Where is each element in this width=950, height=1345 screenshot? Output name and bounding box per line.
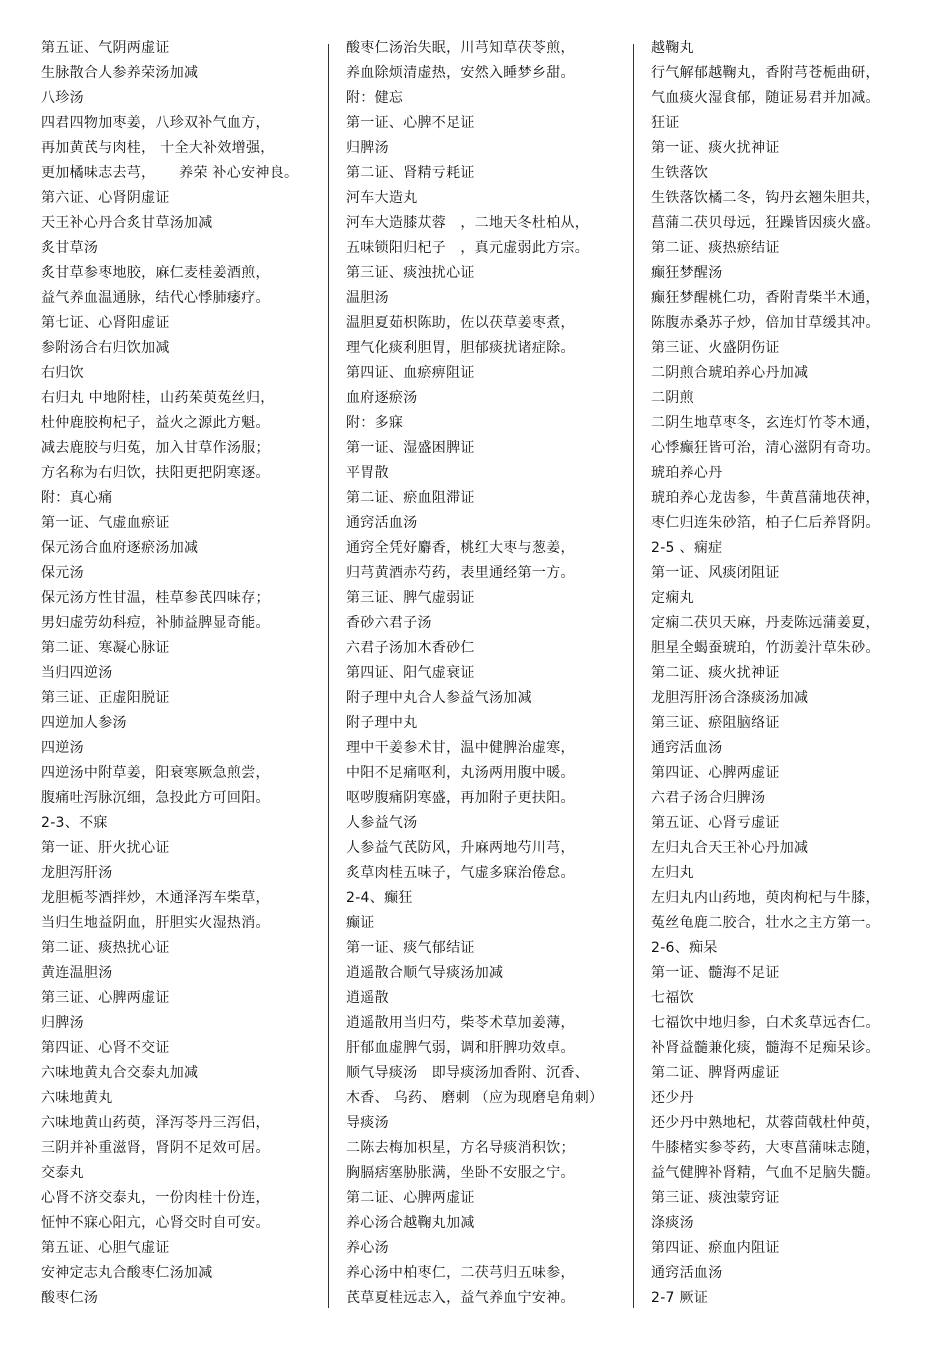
text-line: 第四证、阳气虚衰证 xyxy=(346,665,475,681)
column-divider-right xyxy=(633,44,634,1308)
text-line: 二阴生地草枣冬，玄连灯竹苓木通， xyxy=(651,415,880,431)
text-line: 平胃散 xyxy=(346,465,389,481)
text-line: 琥珀养心龙齿参，牛黄菖蒲地茯神， xyxy=(651,490,880,506)
text-line: 益气健脾补肾精，气血不足脑失髓。 xyxy=(651,1165,880,1181)
text-line: 癫狂梦醒汤 xyxy=(651,265,723,281)
text-line: 2-6、痴呆 xyxy=(651,940,718,956)
text-line: 四逆汤中附草姜，阳衰寒厥急煎尝， xyxy=(41,765,270,781)
text-line: 益气养血温通脉，结代心悸肺痿疗。 xyxy=(41,290,270,306)
text-line: 2-5 、痫症 xyxy=(651,540,723,556)
text-line: 第三证、脾气虚弱证 xyxy=(346,590,475,606)
text-line: 左归丸 xyxy=(651,865,694,881)
text-line: 再加黄芪与肉桂， 十全大补效增强， xyxy=(41,140,275,156)
text-line: 定痫二茯贝天麻，丹麦陈远蒲姜夏， xyxy=(651,615,880,631)
text-line: 呕哕腹痛阴寒盛，再加附子更扶阳。 xyxy=(346,790,575,806)
text-line: 第四证、瘀血内阻证 xyxy=(651,1240,780,1256)
text-line: 理中干姜参术甘，温中健脾治虚寒， xyxy=(346,740,575,756)
text-line: 四逆汤 xyxy=(41,740,84,756)
text-line: 二阴煎 xyxy=(651,390,694,406)
text-line: 温胆夏茹枳陈助，佐以茯草姜枣煮， xyxy=(346,315,575,331)
text-line: 四君四物加枣姜，八珍双补气血方， xyxy=(41,115,270,131)
text-line: 保元汤 xyxy=(41,565,84,581)
text-line: 顺气导痰汤 即导痰汤加香附、沉香、 xyxy=(346,1065,590,1081)
text-line: 生脉散合人参养荣汤加减 xyxy=(41,65,199,81)
text-line: 通窍活血汤 xyxy=(346,515,418,531)
text-line: 杜仲鹿胶枸杞子，益火之源此方魁。 xyxy=(41,415,270,431)
text-line: 中阳不足痛呕利，丸汤两用腹中暖。 xyxy=(346,765,575,781)
text-column-1 xyxy=(41,36,321,1311)
text-line: 香砂六君子汤 xyxy=(346,615,432,631)
text-line: 炙甘草参枣地胶，麻仁麦桂姜酒煎， xyxy=(41,265,270,281)
text-line: 保元汤合血府逐瘀汤加减 xyxy=(41,540,199,556)
text-line: 生铁落饮 xyxy=(651,165,709,181)
text-line: 逍遥散 xyxy=(346,990,389,1006)
text-line: 八珍汤 xyxy=(41,90,84,106)
text-line: 牛膝楮实参苓药，大枣菖蒲味志随， xyxy=(651,1140,880,1156)
text-line: 第三证、火盛阴伤证 xyxy=(651,340,780,356)
text-line: 腹痛吐泻脉沉细，急投此方可回阳。 xyxy=(41,790,270,806)
text-line: 还少丹 xyxy=(651,1090,694,1106)
text-line: 六味地黄丸 xyxy=(41,1090,113,1106)
text-line: 胆星全蝎蚕琥珀，竹沥姜汁草朱砂。 xyxy=(651,640,880,656)
text-line: 第一证、风痰闭阻证 xyxy=(651,565,780,581)
text-line: 天王补心丹合炙甘草汤加减 xyxy=(41,215,213,231)
text-line: 人参益气芪防风，升麻两地芍川芎， xyxy=(346,840,575,856)
text-line: 胸膈痞塞胁胀满，坐卧不安服之宁。 xyxy=(346,1165,575,1181)
text-line: 归脾汤 xyxy=(346,140,389,156)
text-line: 人参益气汤 xyxy=(346,815,418,831)
text-line: 2-7 厥证 xyxy=(651,1290,709,1306)
text-line: 附：健忘 xyxy=(346,90,404,106)
text-line: 第三证、瘀阻脑络证 xyxy=(651,715,780,731)
text-line: 保元汤方性甘温，桂草参芪四味存； xyxy=(41,590,270,606)
text-line: 六君子汤合归脾汤 xyxy=(651,790,766,806)
text-line: 养心汤中柏枣仁，二茯芎归五味参， xyxy=(346,1265,575,1281)
text-line: 第一证、痰火扰神证 xyxy=(651,140,780,156)
text-line: 通窍活血汤 xyxy=(651,740,723,756)
text-line: 右归丸 中地附桂，山药茱萸菟丝归， xyxy=(41,390,275,406)
text-line: 第三证、正虚阳脱证 xyxy=(41,690,170,706)
text-line: 当归生地益阴血，肝胆实火湿热消。 xyxy=(41,915,270,931)
text-line: 癫证 xyxy=(346,915,375,931)
text-line: 黄连温胆汤 xyxy=(41,965,113,981)
text-line: 越鞠丸 xyxy=(651,40,694,56)
text-line: 2-4、癫狂 xyxy=(346,890,413,906)
text-line: 2-3、不寐 xyxy=(41,815,108,831)
text-line: 第三证、心脾两虚证 xyxy=(41,990,170,1006)
text-line: 第二证、瘀血阻滞证 xyxy=(346,490,475,506)
text-line: 怔忡不寐心阳亢，心肾交时自可安。 xyxy=(41,1215,270,1231)
text-line: 菟丝龟鹿二胶合，壮水之主方第一。 xyxy=(651,915,880,931)
text-line: 枣仁归连朱砂箔，柏子仁后养肾阴。 xyxy=(651,515,880,531)
text-line: 第二证、痰火扰神证 xyxy=(651,665,780,681)
text-line: 归芎黄酒赤芍药，表里通经第一方。 xyxy=(346,565,575,581)
text-line: 酸枣仁汤 xyxy=(41,1290,99,1306)
text-line: 附：多寐 xyxy=(346,415,404,431)
text-line: 第六证、心肾阴虚证 xyxy=(41,190,170,206)
text-line: 温胆汤 xyxy=(346,290,389,306)
text-line: 芪草夏桂远志入，益气养血宁安神。 xyxy=(346,1290,575,1306)
text-line: 河车大造丸 xyxy=(346,190,418,206)
text-line: 导痰汤 xyxy=(346,1115,389,1131)
text-line: 第二证、肾精亏耗证 xyxy=(346,165,475,181)
text-line: 第二证、痰热扰心证 xyxy=(41,940,170,956)
text-line: 第一证、肝火扰心证 xyxy=(41,840,170,856)
text-line: 生铁落饮橘二冬，钩丹玄翘朱胆共， xyxy=(651,190,880,206)
text-line: 六君子汤加木香砂仁 xyxy=(346,640,475,656)
text-line: 龙胆泻肝汤合涤痰汤加减 xyxy=(651,690,809,706)
text-line: 第二证、痰热瘀结证 xyxy=(651,240,780,256)
text-line: 血府逐瘀汤 xyxy=(346,390,418,406)
text-line: 通窍活血汤 xyxy=(651,1265,723,1281)
text-line: 第一证、湿盛困脾证 xyxy=(346,440,475,456)
text-line: 左归丸合天王补心丹加减 xyxy=(651,840,809,856)
text-line: 三阴并补重滋肾，肾阴不足效可居。 xyxy=(41,1140,270,1156)
text-line: 六味地黄山药萸，泽泻苓丹三泻侣， xyxy=(41,1115,270,1131)
text-line: 酸枣仁汤治失眠，川芎知草茯苓煎， xyxy=(346,40,575,56)
text-line: 河车大造膝苁蓉 ，二地天冬杜柏从， xyxy=(346,215,590,231)
text-line: 第一证、气虚血瘀证 xyxy=(41,515,170,531)
text-line: 心悸癫狂皆可治，清心滋阴有奇功。 xyxy=(651,440,880,456)
text-line: 癫狂梦醒桃仁功，香附青柴半木通， xyxy=(651,290,880,306)
text-line: 逍遥散用当归芍，柴苓术草加姜薄， xyxy=(346,1015,575,1031)
text-line: 左归丸内山药地，萸肉枸杞与牛膝， xyxy=(651,890,880,906)
text-line: 当归四逆汤 xyxy=(41,665,113,681)
text-line: 第五证、气阴两虚证 xyxy=(41,40,170,56)
text-line: 行气解郁越鞠丸，香附芎苍栀曲研， xyxy=(651,65,880,81)
text-line: 七福饮中地归参，白术炙草远杏仁。 xyxy=(651,1015,880,1031)
column-divider-left xyxy=(328,44,329,1308)
text-line: 涤痰汤 xyxy=(651,1215,694,1231)
text-line: 第四证、血瘀痹阻证 xyxy=(346,365,475,381)
text-line: 第七证、心肾阳虚证 xyxy=(41,315,170,331)
text-line: 安神定志丸合酸枣仁汤加减 xyxy=(41,1265,213,1281)
text-line: 第三证、痰浊扰心证 xyxy=(346,265,475,281)
text-line: 参附汤合右归饮加减 xyxy=(41,340,170,356)
text-line: 养血除烦清虚热，安然入睡梦乡甜。 xyxy=(346,65,575,81)
text-line: 第二证、心脾两虚证 xyxy=(346,1190,475,1206)
text-column-2 xyxy=(346,36,626,1311)
text-line: 减去鹿胶与归菟，加入甘草作汤服； xyxy=(41,440,270,456)
text-line: 肝郁血虚脾气弱，调和肝脾功效卓。 xyxy=(346,1040,575,1056)
text-line: 附子理中丸合人参益气汤加减 xyxy=(346,690,532,706)
text-line: 龙胆泻肝汤 xyxy=(41,865,113,881)
text-line: 定痫丸 xyxy=(651,590,694,606)
text-line: 理气化痰利胆胃，胆郁痰扰诸症除。 xyxy=(346,340,575,356)
text-line: 养心汤合越鞠丸加减 xyxy=(346,1215,475,1231)
text-line: 更加橘味志去芎， 养荣 补心安神良。 xyxy=(41,165,299,181)
text-line: 第五证、心胆气虚证 xyxy=(41,1240,170,1256)
text-line: 琥珀养心丹 xyxy=(651,465,723,481)
text-column-3 xyxy=(651,36,943,1311)
text-line: 还少丹中熟地杞，苁蓉茴戟杜仲萸， xyxy=(651,1115,880,1131)
text-line: 七福饮 xyxy=(651,990,694,1006)
text-line: 男妇虚劳幼科痘，补肺益脾显奇能。 xyxy=(41,615,270,631)
text-line: 第四证、心脾两虚证 xyxy=(651,765,780,781)
text-line: 炙甘草汤 xyxy=(41,240,99,256)
text-line: 附：真心痛 xyxy=(41,490,113,506)
text-line: 方名称为右归饮，扶阳更把阴寒逐。 xyxy=(41,465,270,481)
text-line: 第一证、髓海不足证 xyxy=(651,965,780,981)
text-line: 二陈去梅加枳星，方名导痰消积饮； xyxy=(346,1140,575,1156)
text-line: 第五证、心肾亏虚证 xyxy=(651,815,780,831)
text-line: 四逆加人参汤 xyxy=(41,715,127,731)
text-line: 二阴煎合琥珀养心丹加减 xyxy=(651,365,809,381)
text-line: 养心汤 xyxy=(346,1240,389,1256)
text-line: 归脾汤 xyxy=(41,1015,84,1031)
text-line: 炙草肉桂五味子，气虚多寐治倦怠。 xyxy=(346,865,575,881)
text-line: 逍遥散合顺气导痰汤加减 xyxy=(346,965,504,981)
text-line: 气血痰火湿食郁，随证易君并加减。 xyxy=(651,90,880,106)
text-line: 第一证、心脾不足证 xyxy=(346,115,475,131)
text-line: 狂证 xyxy=(651,115,680,131)
text-line: 第一证、痰气郁结证 xyxy=(346,940,475,956)
text-line: 龙胆栀芩酒拌炒，木通泽泻车柴草， xyxy=(41,890,270,906)
text-line: 五味锁阳归杞子 ，真元虚弱此方宗。 xyxy=(346,240,590,256)
text-line: 木香、 乌药、 磨刺 （应为现磨皂角刺） xyxy=(346,1090,604,1106)
text-line: 陈腹赤桑苏子炒，倍加甘草缓其冲。 xyxy=(651,315,880,331)
text-line: 第四证、心肾不交证 xyxy=(41,1040,170,1056)
text-line: 右归饮 xyxy=(41,365,84,381)
text-line: 补肾益髓兼化痰，髓海不足痴呆诊。 xyxy=(651,1040,880,1056)
text-line: 第二证、脾肾两虚证 xyxy=(651,1065,780,1081)
text-line: 第三证、痰浊蒙窍证 xyxy=(651,1190,780,1206)
text-line: 通窍全凭好麝香，桃红大枣与葱姜， xyxy=(346,540,575,556)
text-line: 交泰丸 xyxy=(41,1165,84,1181)
text-line: 菖蒲二茯贝母远，狂躁皆因痰火盛。 xyxy=(651,215,880,231)
text-line: 附子理中丸 xyxy=(346,715,418,731)
text-line: 第二证、寒凝心脉证 xyxy=(41,640,170,656)
text-line: 六味地黄丸合交泰丸加减 xyxy=(41,1065,199,1081)
text-line: 心肾不济交泰丸，一份肉桂十份连， xyxy=(41,1190,270,1206)
